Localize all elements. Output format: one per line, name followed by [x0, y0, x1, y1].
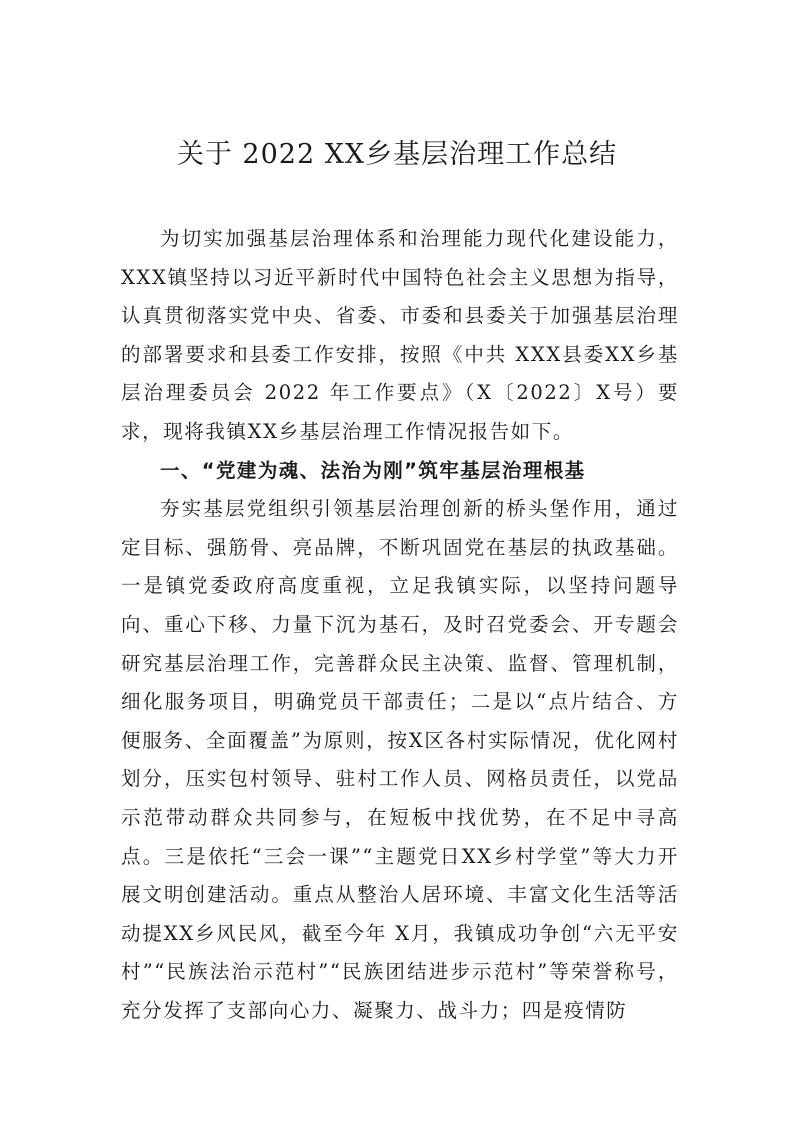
section-heading: 一、“党建为魂、法治为刚”筑牢基层治理根基: [160, 458, 586, 482]
section-paragraph: 夯实基层党组织引领基层治理创新的桥头堡作用，通过定目标、强筋骨、亮品牌，不断巩固党在基层的执政基础。 一是镇党委政府高度重视，立足我镇实际，以坚持问题导向、重心下移、力量下沉为基石，及时召党委会、开专题会研究基层治理工作，完善群众民主决策、监督、管理机制，细化服务项目，明确党员干部责任；二是以“点片结合、方便服务、全面覆盖”为原则，按X区各村实际情况，优化网村划分，压实包村领导、驻村工作人员、网格员责任，以党品示范带动群众共同参与，在短板中找优势，在不足中寻高点。三是依托“三会一课”“主题党日XX乡村学堂”等大力开展文明创建活动。重点从整治人居环境、丰富文化生活等活动提XX乡风民风，截至今年 X月，我镇成功争创“六无平安村”“民族法治示范村”“民族团结进步示范村”等荣誉称号，充分发挥了支部向心力、凝聚力、战斗力；四是疫情防: [121, 497, 679, 1022]
intro-paragraph: 为切实加强基层治理体系和治理能力现代化建设能力，XXX镇坚持以习近平新时代中国特色社会主义思想为指导，认真贯彻落实党中央、省委、市委和县委关于加强基层治理的部署要求和县委工作安排，按照《中共 XXX县委XX乡基层治理委员会 2022 年工作要点》（X〔2022〕X号）要求，现将我镇XX乡基层治理工作情况报告如下。: [121, 227, 679, 443]
document-title: 关于 2022 XX乡基层治理工作总结: [176, 139, 618, 170]
document-body: [121, 220, 679, 1030]
